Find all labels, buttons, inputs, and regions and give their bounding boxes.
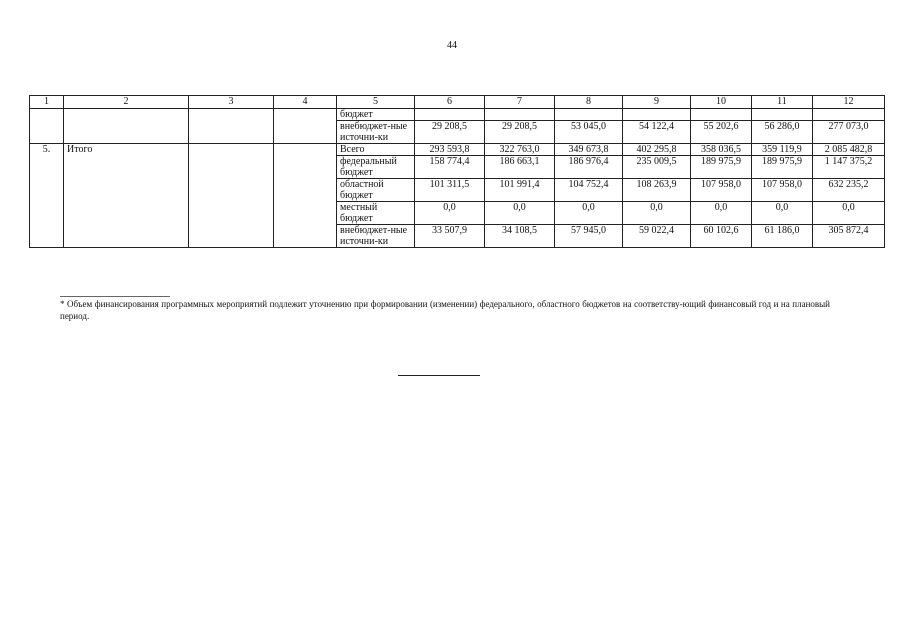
cell-value bbox=[752, 109, 813, 121]
header-cell: 11 bbox=[752, 96, 813, 109]
cell-value: 60 102,6 bbox=[691, 225, 752, 248]
cell-col4 bbox=[274, 109, 337, 144]
cell-value: 107 958,0 bbox=[691, 179, 752, 202]
header-cell: 9 bbox=[623, 96, 691, 109]
cell-num bbox=[30, 109, 64, 144]
header-row bbox=[30, 96, 885, 109]
cell-value: 189 975,9 bbox=[691, 156, 752, 179]
cell-value: 293 593,8 bbox=[415, 144, 485, 156]
cell-col3 bbox=[189, 144, 274, 248]
cell-value: 101 991,4 bbox=[485, 179, 555, 202]
cell-value bbox=[623, 109, 691, 121]
cell-value: 0,0 bbox=[415, 202, 485, 225]
cell-value: 34 108,5 bbox=[485, 225, 555, 248]
cell-value: 186 663,1 bbox=[485, 156, 555, 179]
cell-col4 bbox=[274, 144, 337, 248]
cell-value bbox=[691, 109, 752, 121]
cell-value: 54 122,4 bbox=[623, 121, 691, 144]
header-cell: 4 bbox=[274, 96, 337, 109]
cell-num: 5. bbox=[30, 144, 64, 248]
end-divider bbox=[398, 375, 480, 376]
cell-value: 59 022,4 bbox=[623, 225, 691, 248]
header-cell: 7 bbox=[485, 96, 555, 109]
cell-value bbox=[555, 109, 623, 121]
cell-source: Всего bbox=[337, 144, 415, 156]
cell-source: областной бюджет bbox=[337, 179, 415, 202]
table-row-total-all bbox=[30, 144, 885, 156]
footnote-divider bbox=[60, 296, 170, 297]
cell-value: 61 186,0 bbox=[752, 225, 813, 248]
table-row-cont-budget bbox=[30, 109, 885, 121]
header-cell: 10 bbox=[691, 96, 752, 109]
cell-value: 359 119,9 bbox=[752, 144, 813, 156]
cell-value: 108 263,9 bbox=[623, 179, 691, 202]
header-cell: 6 bbox=[415, 96, 485, 109]
cell-value: 0,0 bbox=[485, 202, 555, 225]
cell-value: 0,0 bbox=[623, 202, 691, 225]
cell-source: федеральный бюджет bbox=[337, 156, 415, 179]
cell-value: 57 945,0 bbox=[555, 225, 623, 248]
cell-value: 158 774,4 bbox=[415, 156, 485, 179]
cell-col3 bbox=[189, 109, 274, 144]
header-cell: 1 bbox=[30, 96, 64, 109]
cell-value: 632 235,2 bbox=[813, 179, 885, 202]
cell-value: 358 036,5 bbox=[691, 144, 752, 156]
cell-value: 0,0 bbox=[813, 202, 885, 225]
footnote: * Объем финансирования программных мероприятий подлежит уточнению при формировании (изменении) федерального, областного бюджетов на соответству-ющий финансовый год и на плановый период. bbox=[60, 299, 830, 321]
cell-value: 322 763,0 bbox=[485, 144, 555, 156]
cell-value: 0,0 bbox=[752, 202, 813, 225]
cell-value: 402 295,8 bbox=[623, 144, 691, 156]
cell-value: 33 507,9 bbox=[415, 225, 485, 248]
header-cell: 8 bbox=[555, 96, 623, 109]
cell-value: 104 752,4 bbox=[555, 179, 623, 202]
cell-value: 29 208,5 bbox=[415, 121, 485, 144]
header-cell: 12 bbox=[813, 96, 885, 109]
cell-value: 56 286,0 bbox=[752, 121, 813, 144]
cell-source: местный бюджет bbox=[337, 202, 415, 225]
cell-value bbox=[415, 109, 485, 121]
cell-value: 2 085 482,8 bbox=[813, 144, 885, 156]
cell-value: 189 975,9 bbox=[752, 156, 813, 179]
cell-source bbox=[337, 225, 415, 248]
cell-value: 186 976,4 bbox=[555, 156, 623, 179]
cell-name: Итого bbox=[64, 144, 189, 248]
cell-value: 0,0 bbox=[555, 202, 623, 225]
cell-value: 29 208,5 bbox=[485, 121, 555, 144]
page-number: 44 bbox=[447, 40, 457, 51]
header-cell: 2 bbox=[64, 96, 189, 109]
cell-value: 277 073,0 bbox=[813, 121, 885, 144]
cell-source: бюджет bbox=[337, 109, 415, 121]
cell-value: 53 045,0 bbox=[555, 121, 623, 144]
cell-value: 101 311,5 bbox=[415, 179, 485, 202]
source-text: внебюджет-ные источни-ки bbox=[340, 225, 408, 247]
cell-value: 235 009,5 bbox=[623, 156, 691, 179]
cell-value: 55 202,6 bbox=[691, 121, 752, 144]
cell-value: 349 673,8 bbox=[555, 144, 623, 156]
source-text: внебюджет-ные источни-ки bbox=[340, 121, 408, 143]
cell-value: 305 872,4 bbox=[813, 225, 885, 248]
cell-value: 107 958,0 bbox=[752, 179, 813, 202]
cell-source bbox=[337, 121, 415, 144]
cell-value bbox=[485, 109, 555, 121]
header-cell: 3 bbox=[189, 96, 274, 109]
cell-value: 0,0 bbox=[691, 202, 752, 225]
header-cell: 5 bbox=[337, 96, 415, 109]
cell-name bbox=[64, 109, 189, 144]
cell-value bbox=[813, 109, 885, 121]
financing-table bbox=[29, 95, 885, 248]
cell-value: 1 147 375,2 bbox=[813, 156, 885, 179]
